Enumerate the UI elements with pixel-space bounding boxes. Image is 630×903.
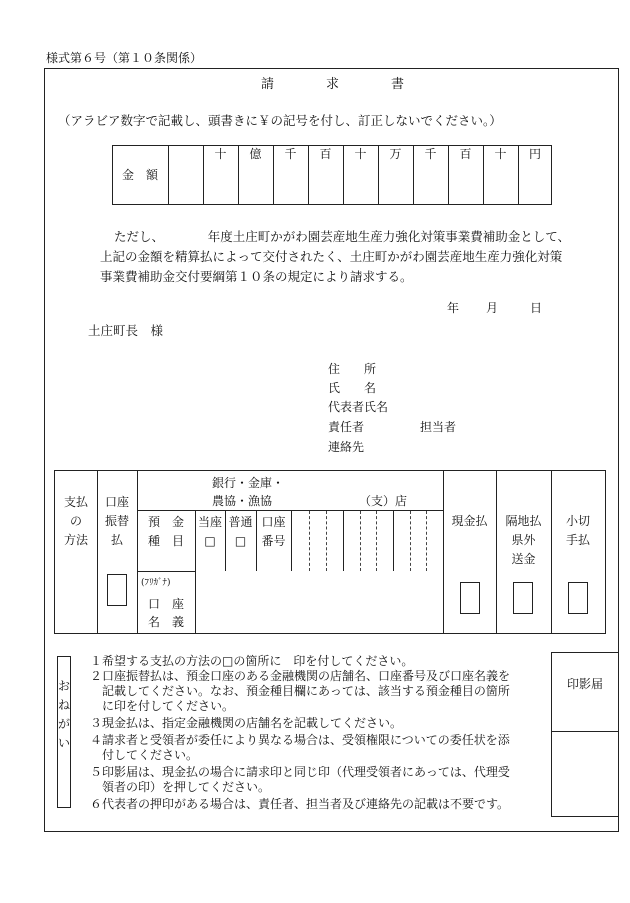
check-payment-label-1: 小切 [565,514,590,528]
note-line-1: １希望する支払の方法の□の箇所に 印を付してください。 [90,654,414,668]
instruction-text: （アラビア数字で記載し、頭書きに￥の記号を付し、訂正しないでください。） [58,113,502,128]
remote-payment-checkbox[interactable] [513,582,533,614]
transfer-checkbox[interactable] [107,574,127,606]
date-year: 年 [447,301,460,315]
check-payment-checkbox[interactable] [568,582,588,614]
note-line-4: に印を付してください。 [90,699,235,713]
cash-payment-checkbox[interactable] [460,582,480,614]
body-line-1: ただし、 年度土庄町かがわ園芸産地生産力強化対策事業費補助金として、 [114,229,571,244]
ordinary-account-checkbox[interactable]: □ [234,534,247,548]
transfer-label-1: 口座 [104,495,129,509]
date-day: 日 [530,301,543,315]
remote-payment-label-3: 送金 [511,552,536,566]
account-number-label-2: 番号 [261,534,286,548]
cash-payment-label: 現金払 [451,514,488,528]
form-title: 請 求 書 [261,77,405,92]
date-month: 月 [486,301,499,315]
current-account-label: 当座 [197,515,222,529]
seal-impression-area[interactable] [553,733,617,815]
payment-method-label-3: 方法 [63,533,88,547]
body-line-2: 上記の金額を精算払によって交付されたく、土庄町かがわ園芸産地生産力強化対策 [100,249,563,264]
note-line-6: ４請求者と受領者が委任により異なる場合は、受領権限についての委任状を添 [90,733,510,747]
branch-label: （支）店 [359,494,408,508]
note-line-10: ６代表者の押印がある場合は、責任者、担当者及び連絡先の記載は不要です。 [90,797,510,811]
transfer-label-2: 振替 [104,514,129,528]
deposit-type-label-1: 預 金 [147,515,184,529]
note-line-8: ５印影届は、現金払の場合に請求印と同じ印（代理受領者にあっては、代理受 [90,765,510,779]
unit-ten-thousand: 万 [389,147,402,161]
unit-hundred-thousand: 十 [354,147,367,161]
form-number: 様式第６号（第１０条関係） [46,51,203,65]
furigana-label: (ﾌﾘｶﾞﾅ) [141,578,171,588]
applicant-name-label: 氏 名 [328,381,377,395]
payment-method-label-1: 支払 [63,495,88,509]
bank-type-line-1: 銀行・金庫・ [212,476,285,490]
account-number-label-1: 口座 [261,515,286,529]
body-line-3: 事業費補助金交付要綱第１０条の規定により請求する。 [100,269,413,284]
notes-side-label-4: い [57,736,70,750]
note-line-7: 付してください。 [90,748,199,762]
amount-label: 金 額 [121,168,158,182]
note-line-9: 領者の印）を押してください。 [90,780,271,794]
unit-ten-billion: 十 [214,147,227,161]
current-account-checkbox[interactable]: □ [204,534,216,548]
responsible-label: 責任者 [328,420,365,434]
deposit-type-label-2: 種 目 [147,534,184,548]
transfer-label-3: 払 [110,533,123,547]
unit-thousand: 千 [424,147,437,161]
ordinary-account-label: 普通 [228,515,253,529]
account-name-label-1: 口 座 [147,597,184,611]
note-line-2: ２口座振替払は、預金口座のある金融機関の店舗名、口座番号及び口座名義を [90,669,511,683]
note-line-5: ３現金払は、指定金融機関の店舗名を記載してください。 [90,716,403,730]
unit-yen: 円 [528,147,541,161]
contact-label: 連絡先 [328,440,365,454]
notes-side-label-3: が [57,717,70,731]
remote-payment-label-1: 隔地払 [505,514,542,528]
bank-type-line-2: 農協・漁協 [212,494,273,508]
seal-registration-label: 印影届 [566,677,603,691]
payment-method-label-2: の [69,514,82,528]
note-line-3: 記載してください。なお、預金種目欄にあっては、該当する預金種目の箇所 [90,684,510,698]
unit-ten-million: 千 [284,147,297,161]
remote-payment-label-2: 県外 [511,533,536,547]
addressee: 土庄町長 様 [88,323,164,338]
check-payment-label-2: 手払 [565,533,590,547]
notes-side-label-2: ね [57,698,70,712]
unit-hundred-million: 億 [249,147,262,161]
applicant-address-label: 住 所 [328,362,377,376]
unit-hundred: 百 [459,147,472,161]
representative-label: 代表者氏名 [328,400,389,414]
notes-side-label-1: お [57,679,70,693]
unit-million: 百 [319,147,332,161]
unit-ten: 十 [494,147,507,161]
account-name-label-2: 名 義 [147,615,184,629]
person-in-charge-label: 担当者 [420,420,457,434]
